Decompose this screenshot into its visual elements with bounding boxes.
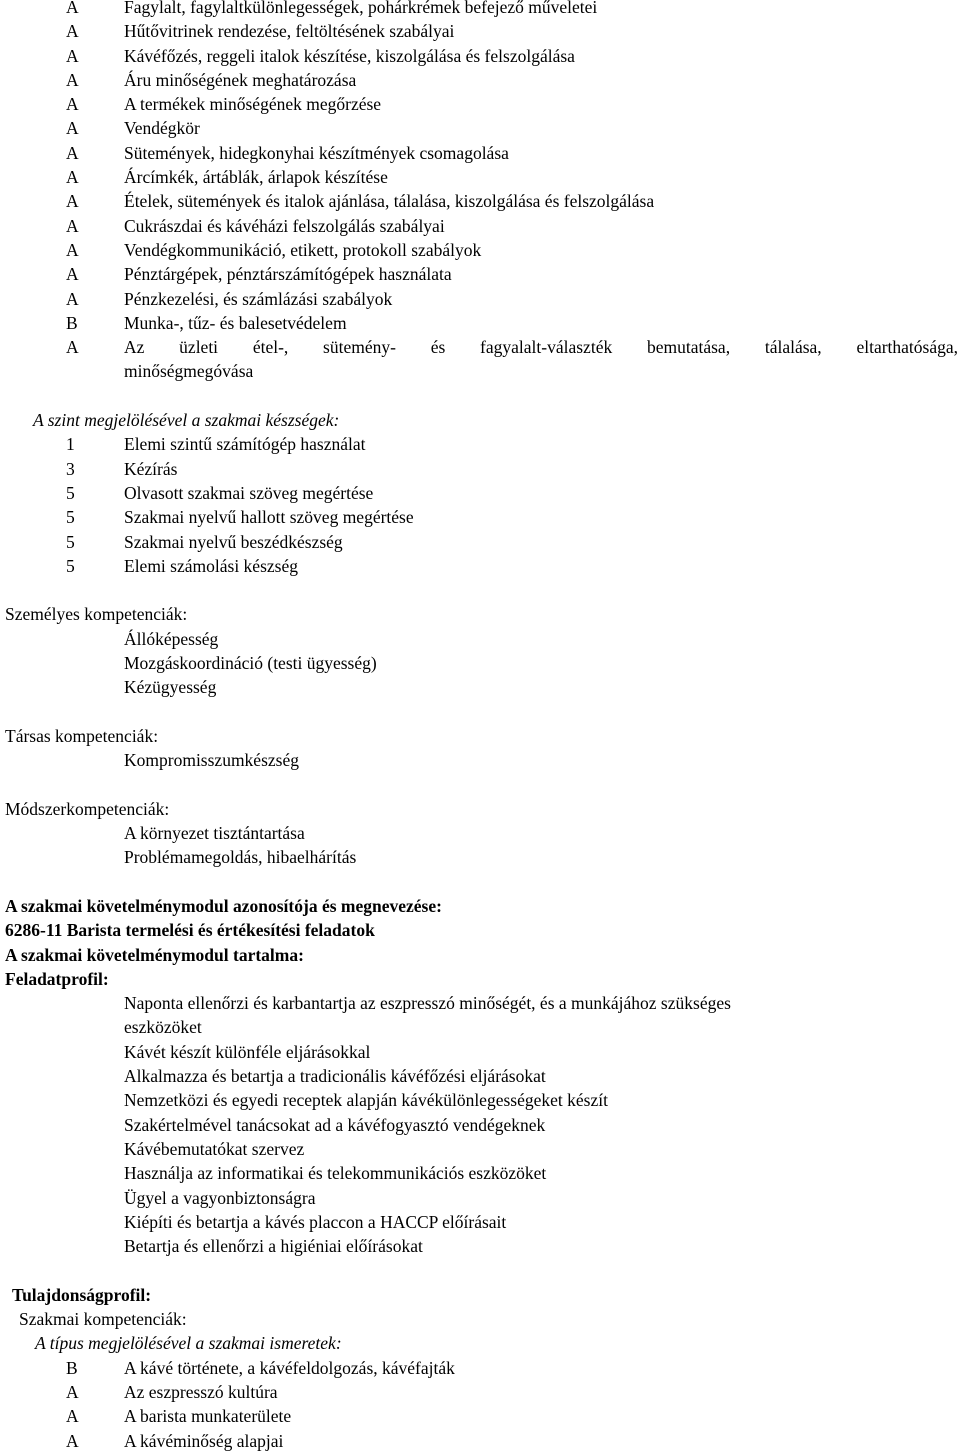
prof-comp-heading: Szakmai kompetenciák: [19, 1309, 187, 1330]
profile-item: Kiépíti és betartja a kávés placcon a HACCP előírásait [124, 1211, 507, 1232]
knowledge-text: A kávé története, a kávéfeldolgozás, kávéfajták [124, 1357, 455, 1378]
profile-item: Betartja és ellenőrzi a higiéniai előírásokat [124, 1236, 423, 1257]
skill-text: Szakmai nyelvű beszédkészség [124, 531, 343, 552]
skill-level: 5 [66, 531, 75, 552]
task-row-cont [0, 359, 960, 383]
method-item: Problémamegoldás, hibaelhárítás [124, 847, 357, 868]
task-text: Pénzkezelési, és számlázási szabályok [124, 288, 393, 309]
method-section [0, 797, 960, 870]
profile-item-cont: eszközöket [124, 1017, 202, 1038]
skill-level: 5 [66, 482, 75, 503]
module-content-heading: A szakmai követelménymodul tartalma: [5, 944, 304, 965]
task-row [0, 44, 960, 68]
knowledge-level: A [66, 1406, 79, 1427]
profile-item: Ügyel a vagyonbiztonságra [124, 1187, 316, 1208]
task-text: Sütemények, hidegkonyhai készítmények csomagolása [124, 142, 509, 163]
skill-text: Olvasott szakmai szöveg megértése [124, 482, 374, 503]
task-level: A [66, 0, 79, 17]
task-text: Kávéfőzés, reggeli italok készítése, kiszolgálása és felszolgálása [124, 45, 575, 66]
task-text: A termékek minőségének megőrzése [124, 94, 382, 115]
personal-item: Kézügyesség [124, 677, 217, 698]
task-text-line2: minőségmegóvása [124, 361, 254, 382]
task-level: B [66, 312, 78, 333]
task-row [0, 92, 960, 116]
task-level: A [66, 215, 79, 236]
task-row-long [0, 335, 960, 359]
module-id-value: 6286-11 Barista termelési és értékesítési feladatok [5, 920, 375, 941]
personal-item: Mozgáskoordináció (testi ügyesség) [124, 653, 377, 674]
task-text: Ételek, sütemények és italok ajánlása, tálalása, kiszolgálása és felszolgálása [124, 191, 655, 212]
knowledge-level: B [66, 1357, 78, 1378]
skill-level: 3 [66, 458, 75, 479]
task-row [0, 238, 960, 262]
knowledge-text: A barista munkaterülete [124, 1406, 292, 1427]
task-level: A [66, 239, 79, 260]
task-row [0, 68, 960, 92]
skill-level: 1 [66, 434, 75, 455]
skill-text: Szakmai nyelvű hallott szöveg megértése [124, 507, 414, 528]
skill-level: 5 [66, 507, 75, 528]
knowledge-row [0, 1404, 960, 1428]
task-level: A [66, 264, 79, 285]
profile-item: Naponta ellenőrzi és karbantartja az eszpresszó minőségét, és a munkájához szükséges [124, 993, 731, 1014]
method-heading: Módszerkompetenciák: [5, 798, 170, 819]
task-row [0, 116, 960, 140]
task-text: Vendégkör [124, 118, 200, 139]
social-section [0, 724, 960, 773]
type-heading: A típus megjelölésével a szakmai ismeretek: [35, 1333, 342, 1354]
task-level: A [66, 69, 79, 90]
knowledge-level: A [66, 1430, 79, 1451]
task-level: A [66, 94, 79, 115]
personal-section [0, 602, 960, 699]
skill-text: Kézírás [124, 458, 178, 479]
task-row [0, 311, 960, 335]
method-item: A környezet tisztántartása [124, 823, 305, 844]
task-row [0, 165, 960, 189]
task-level: A [66, 21, 79, 42]
skill-row [0, 432, 960, 456]
profile-item: Nemzetközi és egyedi receptek alapján kávékülönlegességeket készít [124, 1090, 608, 1111]
social-item: Kompromisszumkészség [124, 750, 299, 771]
skill-text: Elemi szintű számítógép használat [124, 434, 366, 455]
task-text: Árcímkék, ártáblák, árlapok készítése [124, 167, 388, 188]
profile-item: Kávét készít különféle eljárásokkal [124, 1041, 371, 1062]
task-text: Pénztárgépek, pénztárszámítógépek használata [124, 264, 452, 285]
skill-level: 5 [66, 555, 75, 576]
knowledge-text: Az eszpresszó kultúra [124, 1381, 278, 1402]
profile-item: Szakértelmével tanácsokat ad a kávéfogyasztó vendégeknek [124, 1114, 546, 1135]
knowledge-text: A kávéminőség alapjai [124, 1430, 284, 1451]
task-level: A [66, 191, 79, 212]
profile-item: Használja az informatikai és telekommunikációs eszközöket [124, 1163, 547, 1184]
task-level: A [66, 45, 79, 66]
profile-item: Alkalmazza és betartja a tradicionális kávéfőzési eljárásokat [124, 1066, 546, 1087]
task-row [0, 19, 960, 43]
task-text: Munka-, tűz- és balesetvédelem [124, 312, 347, 333]
skills-heading: A szint megjelölésével a szakmai készségek: [33, 410, 340, 431]
task-text: Cukrászdai és kávéházi felszolgálás szabályai [124, 215, 445, 236]
profile-item: Kávébemutatókat szervez [124, 1138, 305, 1159]
task-row [0, 189, 960, 213]
task-row [0, 214, 960, 238]
task-row [0, 0, 960, 19]
personal-item: Állóképesség [124, 628, 219, 649]
social-heading: Társas kompetenciák: [5, 725, 159, 746]
task-row [0, 287, 960, 311]
profile-heading: Feladatprofil: [5, 968, 109, 989]
knowledge-row [0, 1356, 960, 1380]
task-text: Áru minőségének meghatározása [124, 69, 357, 90]
task-level: A [66, 118, 79, 139]
task-text-line1: Az üzleti étel-, sütemény- és fagyalalt-választék bemutatása, tálalása, eltarthatósága, [124, 337, 958, 358]
skill-row [0, 457, 960, 481]
task-list [0, 0, 960, 384]
skill-row [0, 481, 960, 505]
property-heading: Tulajdonságprofil: [12, 1284, 152, 1305]
skill-row [0, 554, 960, 578]
skill-row [0, 530, 960, 554]
task-text: Fagylalt, fagylaltkülönlegességek, pohárkrémek befejező műveletei [124, 0, 598, 17]
task-level: A [66, 337, 79, 358]
skill-text: Elemi számolási készség [124, 555, 298, 576]
task-text: Hűtővitrinek rendezése, feltöltésének szabályai [124, 21, 455, 42]
task-row [0, 262, 960, 286]
skills-section [0, 408, 960, 578]
knowledge-row [0, 1429, 960, 1453]
module-section [0, 894, 960, 1453]
skill-row [0, 505, 960, 529]
knowledge-row [0, 1380, 960, 1404]
task-level: A [66, 167, 79, 188]
task-level: A [66, 142, 79, 163]
task-row [0, 141, 960, 165]
module-id-heading: A szakmai követelménymodul azonosítója és megnevezése: [5, 895, 442, 916]
knowledge-level: A [66, 1381, 79, 1402]
task-level: A [66, 288, 79, 309]
task-text: Vendégkommunikáció, etikett, protokoll szabályok [124, 239, 482, 260]
personal-heading: Személyes kompetenciák: [5, 604, 188, 625]
